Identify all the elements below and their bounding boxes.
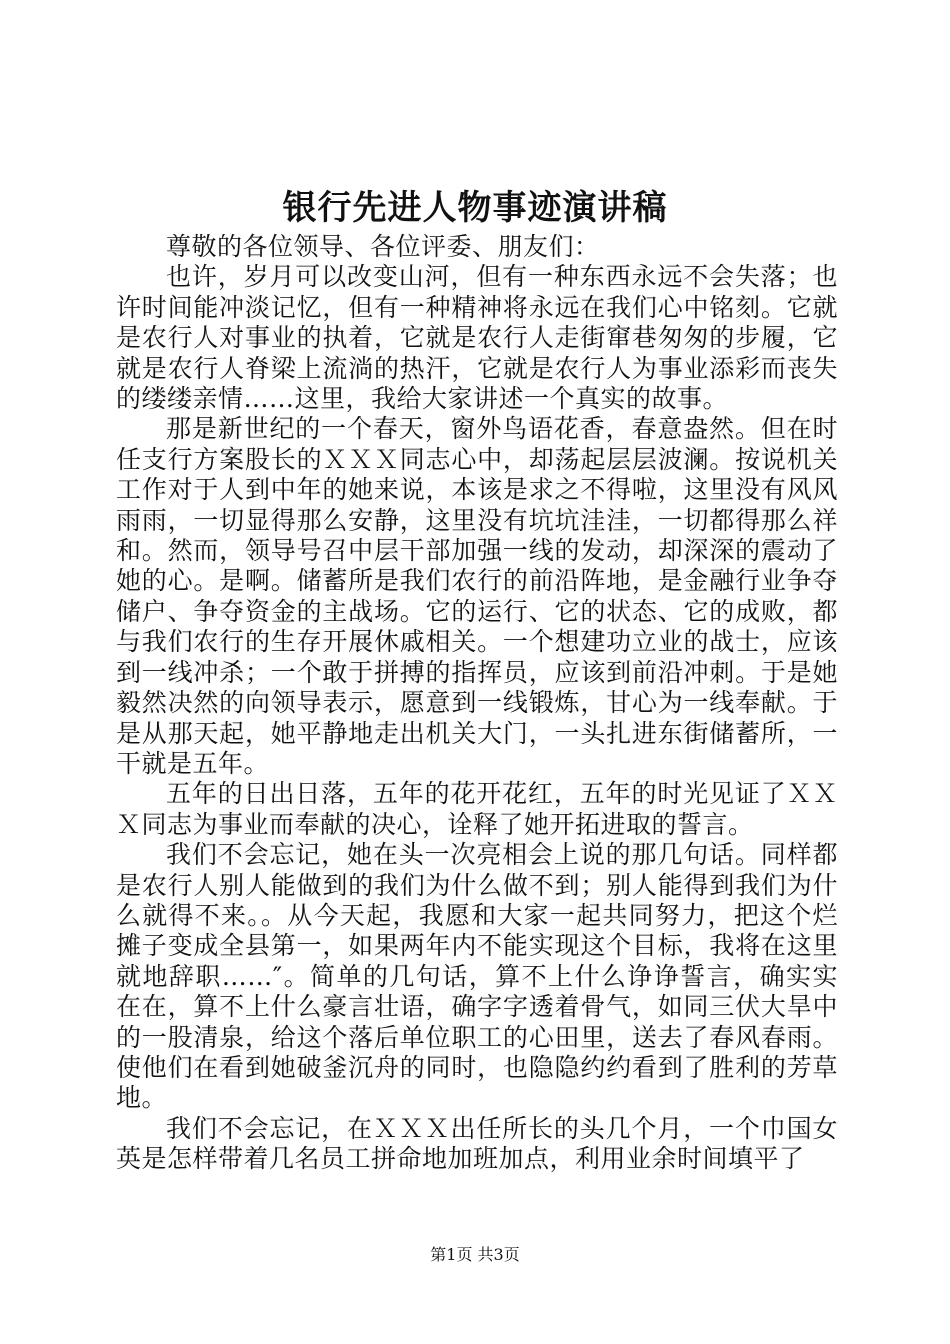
paragraph: 五年的日出日落，五年的花开花红，五年的时光见证了ＸＸＸ同志为事业而奉献的决心，诠释了她开拓进取的誓言。 [116, 779, 838, 839]
paragraph: 我们不会忘记，她在头一次亮相会上说的那几句话。同样都是农行人别人能做到的我们为什么做不到；别人能得到我们为什么就得不来。。从今天起，我愿和大家一起共同努力，把这个烂摊子变成全县第一，如果两年内不能实现这个目标，我将在这里就地辞职……″。简单的几句话，算不上什么诤诤誓言，确实实在在，算不上什么豪言壮语，确字字透着骨气，如同三伏大旱中的一股清泉，给这个落后单位职工的心田里，送去了春风春雨。使他们在看到她破釜沉舟的同时，也隐隐约约看到了胜利的芳草地。 [116, 840, 838, 1113]
paragraph: 我们不会忘记，在ＸＸＸ出任所长的头几个月，一个巾国女英是怎样带着几名员工拼命地加班加点，利用业余时间填平了 [116, 1113, 838, 1174]
paragraph-salutation: 尊敬的各位领导、各位评委、朋友们： [166, 232, 600, 261]
document-body [116, 232, 838, 1175]
paragraph: 也许，岁月可以改变山河，但有一种东西永远不会失落；也许时间能冲淡记忆，但有一种精神将永远在我们心中铭刻。它就是农行人对事业的执着，它就是农行人走街窜巷匆匆的步履，它就是农行人脊梁上流淌的热汗，它就是农行人为事业添彩而丧失的缕缕亲情……这里，我给大家讲述一个真实的故事。 [116, 262, 838, 414]
document-title: 银行先进人物事迹演讲稿 [282, 188, 668, 228]
paragraph: 那是新世纪的一个春天，窗外鸟语花香，春意盎然。但在时任支行方案股长的ＸＸＸ同志心中，却荡起层层波澜。按说机关工作对于人到中年的她来说，本该是求之不得啦，这里没有风风雨雨，一切显得那么安静，这里没有坑坑洼洼，一切都得那么祥和。然而，领导号召中层干部加强一线的发动，却深深的震动了她的心。是啊。储蓄所是我们农行的前沿阵地，是金融行业争夺储户、争夺资金的主战场。它的运行、它的状态、它的成败，都与我们农行的生存开展休戚相关。一个想建功立业的战士，应该到一线冲杀；一个敢于拼搏的指挥员，应该到前沿冲刺。于是她毅然决然的向领导表示，愿意到一线锻炼，甘心为一线奉献。于是从那天起，她平静地走出机关大门，一头扎进东街储蓄所，一干就是五年。 [116, 414, 838, 778]
page-number-footer: 第1页 共3页 [430, 1245, 520, 1264]
